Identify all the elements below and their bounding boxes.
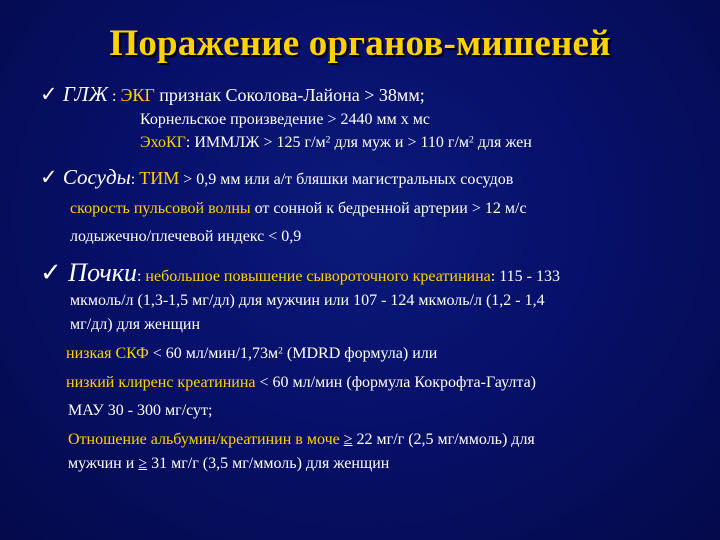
lvh-colon: : xyxy=(108,88,121,105)
echo-term: ЭхоКГ xyxy=(140,134,186,151)
kidneys-label: Почки xyxy=(68,258,137,287)
sokolow-text: признак Соколова-Лайона > 38мм; xyxy=(154,85,425,105)
creatinine-term: небольшое повышение сывороточного креатинина xyxy=(145,268,491,285)
vessels-heading-line xyxy=(40,165,513,190)
cornell-line: Корнельское произведение > 2440 мм х мс xyxy=(140,111,430,128)
tim-text: > 0,9 мм или а/т бляшки магистральных сосудов xyxy=(179,171,514,188)
clearance-line xyxy=(66,374,536,392)
acr-line-2 xyxy=(68,455,389,473)
acr-ge-sign-2: ≥ xyxy=(138,455,148,472)
abi-line: лодыжечно/плечевой индекс < 0,9 xyxy=(70,228,302,245)
pwv-text: от сонной к бедренной артерии > 12 м/с xyxy=(250,200,527,217)
pwv-term: скорость пульсовой волны xyxy=(70,200,251,217)
acr-text-b-pre: мужчин и xyxy=(68,455,139,472)
lvmi-text-a: : ИММЛЖ > 125 г/м xyxy=(185,134,326,151)
creatinine-values-2: мкмоль/л (1,3-1,5 мг/дл) для мужчин или 107 - 124 мкмоль/л (1,2 - 1,4 xyxy=(70,292,545,309)
gfr-line xyxy=(66,345,437,363)
echo-line xyxy=(140,134,532,152)
checkmark-icon: ✓ xyxy=(40,165,58,189)
lvmi-sup-b: 2 xyxy=(469,134,474,146)
acr-ge-sign: ≥ xyxy=(343,431,353,448)
slide-title: Поражение органов-мишеней xyxy=(109,23,611,64)
creatinine-values-1: : 115 - 133 xyxy=(490,268,560,285)
acr-text-a: 22 мг/г (2,5 мг/ммоль) для xyxy=(352,431,535,448)
lvh-label: ГЛЖ xyxy=(62,82,108,106)
gfr-term: низкая СКФ xyxy=(66,345,149,362)
gfr-sup: 2 xyxy=(278,345,283,357)
checkmark-icon: ✓ xyxy=(40,258,62,288)
gfr-text-b: (MDRD формула) или xyxy=(282,345,438,362)
lvh-heading-line xyxy=(40,82,425,107)
mau-line: МАУ 30 - 300 мг/сут; xyxy=(68,402,213,419)
ecg-term: ЭКГ xyxy=(120,85,155,105)
acr-line xyxy=(68,431,535,449)
clearance-text: < 60 мл/мин (формула Кокрофта-Гаулта) xyxy=(255,374,536,391)
checkmark-icon: ✓ xyxy=(40,82,58,106)
vessels-label: Сосуды xyxy=(62,165,131,189)
tim-term: ТИМ xyxy=(139,168,180,188)
clearance-term: низкий клиренс креатинина xyxy=(66,374,256,391)
acr-term: Отношение альбумин/креатинин в моче xyxy=(68,431,340,448)
lvmi-text-b: для муж и > 110 г/м xyxy=(330,134,470,151)
kidneys-heading-line xyxy=(40,258,560,288)
vessels-colon: : xyxy=(130,171,140,188)
gfr-text-a: < 60 мл/мин/1,73м xyxy=(148,345,279,362)
kidneys-colon: : xyxy=(136,268,146,285)
lvmi-sup-a: 2 xyxy=(325,134,331,146)
lvmi-text-c: для жен xyxy=(473,134,532,151)
creatinine-values-3: мг/дл) для женщин xyxy=(70,316,201,333)
acr-text-b-post: 31 мг/г (3,5 мг/ммоль) для женщин xyxy=(147,455,390,472)
pwv-line xyxy=(70,200,527,218)
